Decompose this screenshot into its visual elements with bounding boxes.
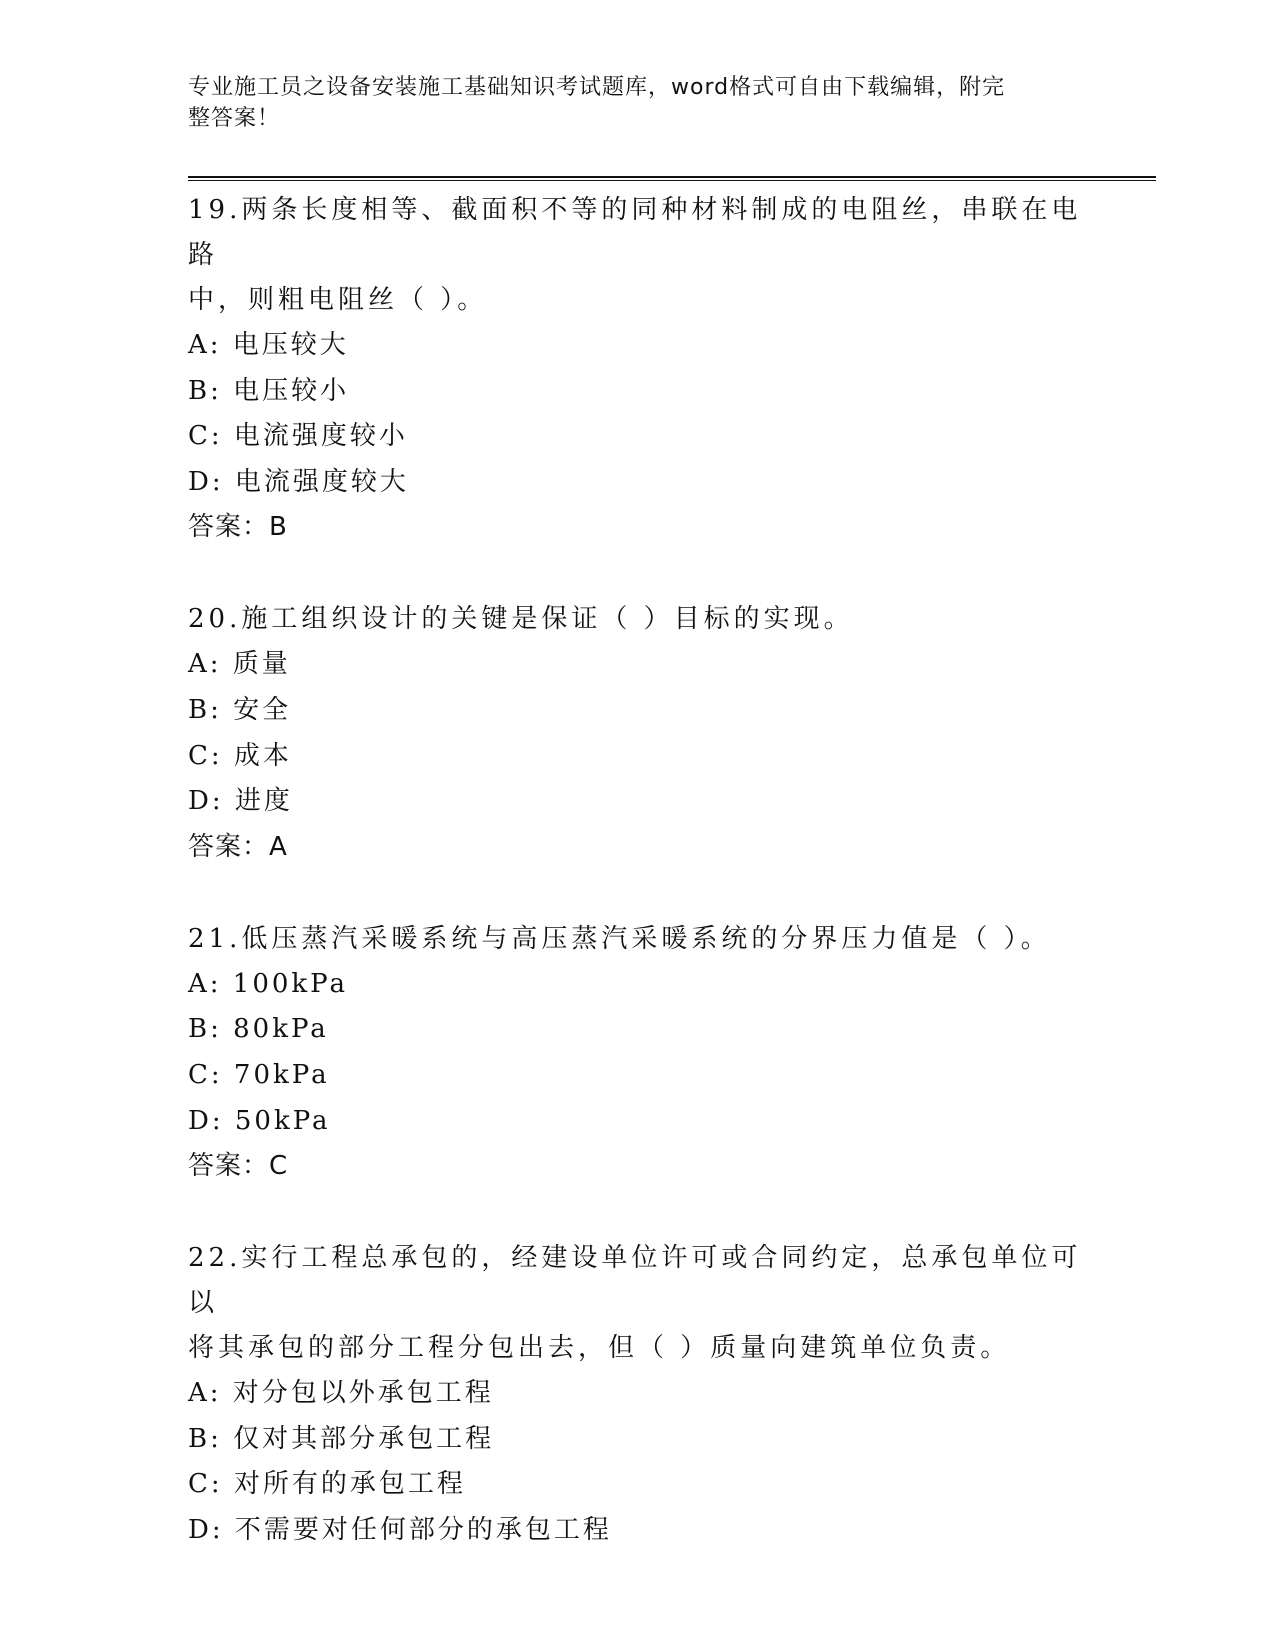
question-stem: 22.实行工程总承包的，经建设单位许可或合同约定，总承包单位可以 <box>188 1243 1082 1319</box>
option-d: D: 不需要对任何部分的承包工程 <box>188 1514 612 1545</box>
question-22 <box>188 1236 1088 1553</box>
header-line-2: 整答案！ <box>188 106 281 131</box>
option-a: A: 100kPa <box>188 968 349 999</box>
question-stem-continued: 中，则粗电阻丝（ ）。 <box>188 285 488 315</box>
option-a: A: 电压较大 <box>188 330 349 360</box>
question-21 <box>188 917 1088 1189</box>
header-divider <box>188 176 1156 181</box>
answer: 答案：A <box>188 831 288 862</box>
option-a: A: 对分包以外承包工程 <box>188 1378 494 1409</box>
question-stem: 21.低压蒸汽采暖系统与高压蒸汽采暖系统的分界压力值是（ ）。 <box>188 923 1051 954</box>
option-c: C: 对所有的承包工程 <box>188 1469 466 1500</box>
question-20 <box>188 597 1088 869</box>
question-stem: 19.两条长度相等、截面积不等的同种材料制成的电阻丝，串联在电路 <box>188 195 1082 270</box>
option-c: C: 成本 <box>188 740 292 771</box>
answer: 答案：B <box>188 512 288 543</box>
option-b: B: 电压较小 <box>188 375 350 406</box>
question-stem: 20.施工组织设计的关键是保证（ ）目标的实现。 <box>188 604 854 635</box>
answer: 答案：C <box>188 1151 289 1182</box>
option-b: B: 80kPa <box>188 1014 329 1045</box>
question-list <box>188 188 1088 1601</box>
option-b: B: 安全 <box>188 694 292 725</box>
option-a: A: 质量 <box>188 649 291 680</box>
option-c: C: 70kPa <box>188 1059 330 1090</box>
question-stem-continued: 将其承包的部分工程分包出去，但（ ）质量向建筑单位负责。 <box>188 1333 1011 1364</box>
header-line-1: 专业施工员之设备安装施工基础知识考试题库，word格式可自由下载编辑，附完 <box>188 75 1006 100</box>
option-d: D: 进度 <box>188 786 293 817</box>
question-19 <box>188 188 1088 550</box>
option-b: B: 仅对其部分承包工程 <box>188 1423 495 1454</box>
option-c: C: 电流强度较小 <box>188 421 408 452</box>
option-d: D: 电流强度较大 <box>188 466 409 497</box>
document-header <box>188 72 1068 134</box>
option-d: D: 50kPa <box>188 1105 331 1136</box>
